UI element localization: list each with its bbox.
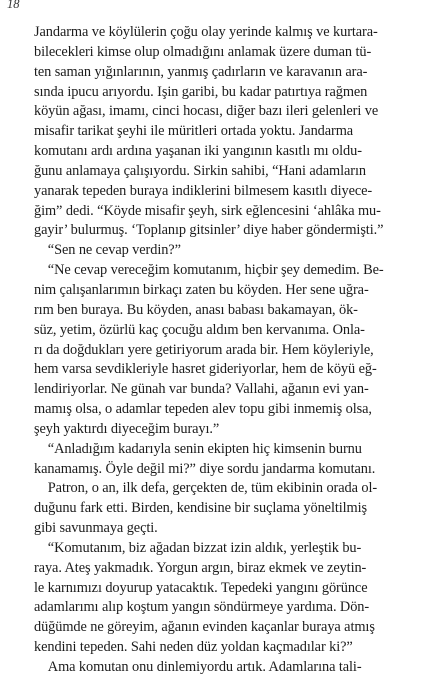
text-line: yanarak tepeden buraya indiklerini bilmesem kasıtlı diyece- — [34, 182, 373, 199]
text-line: raya. Ateş yakmadık. Yorgun argın, biraz ekmek ve zeytin- — [34, 559, 367, 576]
text-line: bilecekleri kimse olup olmadığını anlamak üzere duman tü- — [34, 43, 372, 60]
text-line: rı da doğdukları yere getiriyorum arada bir. Hem köyleriyle, — [34, 341, 374, 358]
text-line: lendiriyorlar. Ne günah var bunda? Vallahi, ağanın evi yan- — [34, 381, 369, 398]
text-line: Ama komutan onu dinlemiyordu artık. Adamlarına tali- — [47, 659, 362, 675]
text-line: nim çalışanlarımın birkaçı zaten bu köyden. Her sene uğra- — [34, 281, 369, 298]
text-line: kendini tepeden. Sahi neden düz yoldan kaçmadılar ki?” — [34, 639, 353, 656]
text-line: duğunu fark etti. Birden, kendisine bir suçlama yöneltilmiş — [34, 500, 367, 517]
text-line: ten saman yığınlarının, yanmış çadırların ve karavanın ara- — [34, 63, 368, 80]
text-line: le karnımızı doyurup yatacaktık. Tepedeki yangını görünce — [34, 579, 368, 596]
text-line: süz, yetim, özürlü kaç çocuğu aldım ben kervanıma. Onla- — [34, 321, 365, 338]
text-line: “Anladığım kadarıyla senin ekipten hiç kimsenin burnu — [47, 440, 362, 457]
text-line: ğim” dedi. “Köyde misafir şeyh, sirk eğlencesini ‘ahlâka mu- — [34, 202, 381, 219]
text-line: komutanı ardı ardına yaşanan iki yangının kasıtlı mı oldu- — [34, 143, 362, 160]
text-line: adamlarımı alıp koştum yangın söndürmeye yardıma. Dön- — [34, 599, 370, 616]
text-line: mamış olsa, o adamlar tepeden alev topu gibi inmemiş olsa, — [34, 401, 372, 418]
text-line: “Komutanım, biz ağadan bizzat izin aldık, yerleştik bu- — [47, 539, 362, 556]
text-line: “Ne cevap vereceğim komutanım, hiçbir şey demedim. Be- — [47, 262, 384, 279]
text-line: rım ben buraya. Bu köyden, anası babası bakamayan, ök- — [34, 301, 358, 318]
text-line: gibi savunmaya geçti. — [34, 520, 158, 537]
text-line: misafir tarikat şeyhi ile müritleri ortada yoktu. Jandarma — [34, 123, 354, 140]
text-line: sında ipucu arıyordu. Işin garibi, bu kadar patırtıya rağmen — [34, 83, 368, 100]
text-line: kanamamış. Öyle değil mi?” diye sordu jandarma komutanı. — [34, 460, 376, 477]
text-line: hem varsa sevdikleriyle hasret gideriyorlar, hem de köyü eğ- — [34, 361, 377, 378]
text-line: düğümde ne göreyim, ağanın evinden kaçanlar buraya atmış — [34, 619, 375, 636]
text-line: gayir’ bulurmuş. ‘Toplanıp gitsinler’ diye haber göndermişti.” — [34, 222, 384, 239]
text-line: köyün ağası, imamı, cinci hocası, diğer bazı ileri gelenleri ve — [34, 103, 379, 120]
body-text — [34, 23, 424, 678]
text-line: Jandarma ve köylülerin çoğu olay yerinde kalmış ve kurtara- — [34, 24, 378, 40]
text-line: şeyh yaktırdı diyeceğim burayı.” — [34, 420, 220, 437]
page-number: 18 — [7, 0, 20, 11]
text-line: ğunu anlamaya çalışıyordu. Sirkin sahibi, “Hani adamların — [34, 162, 366, 179]
text-line: “Sen ne cevap verdin?” — [47, 242, 181, 259]
text-line: Patron, o an, ilk defa, gerçekten de, tüm ekibinin orada ol- — [47, 480, 378, 497]
